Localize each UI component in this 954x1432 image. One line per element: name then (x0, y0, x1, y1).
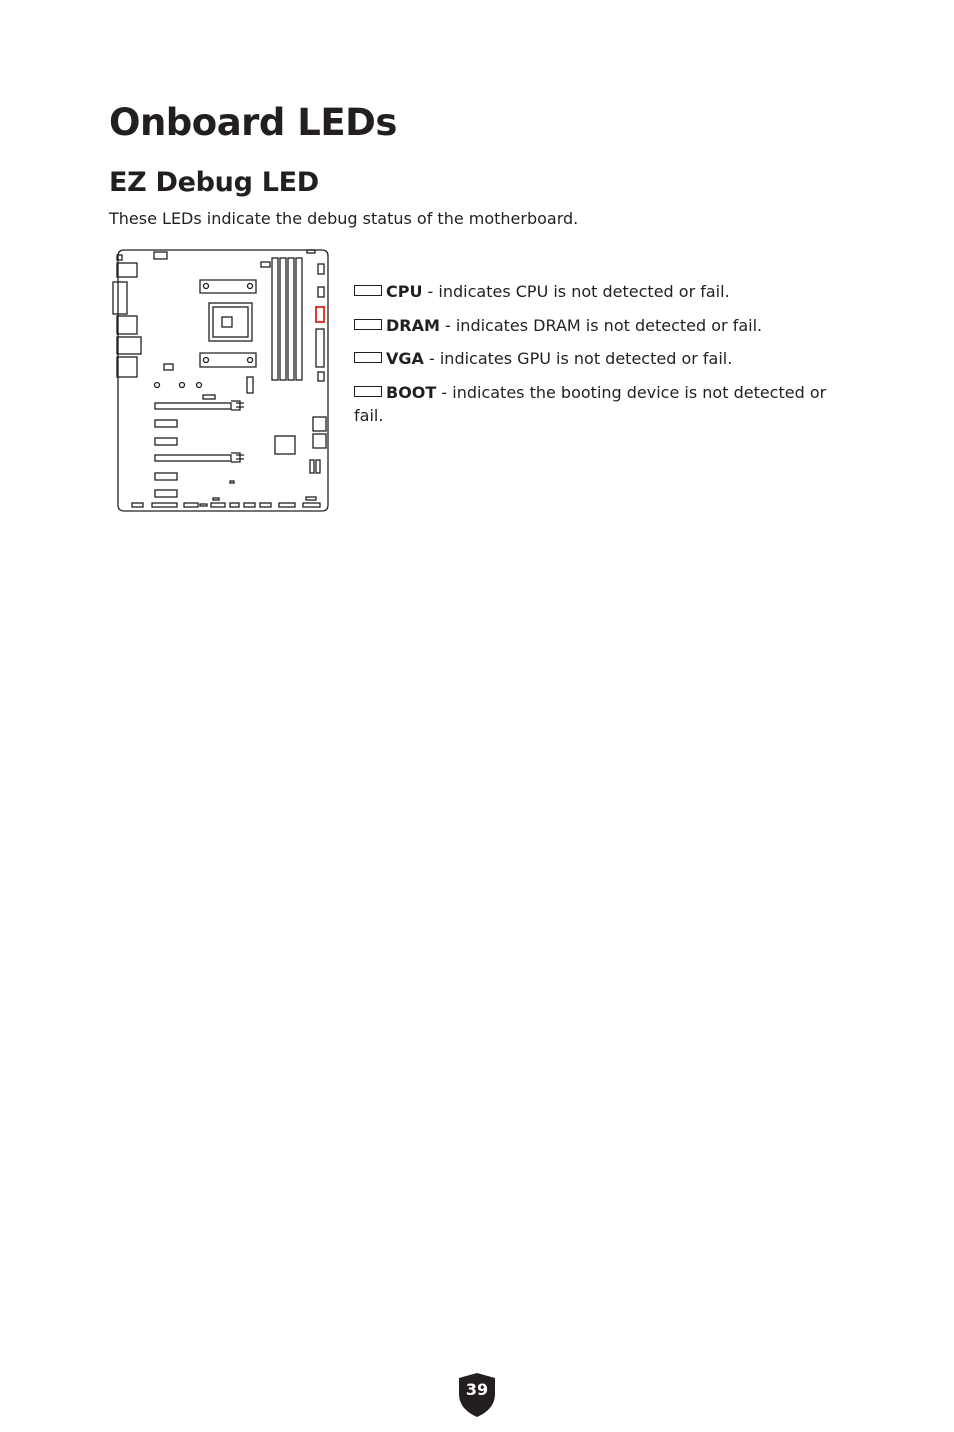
page-number-badge (458, 1372, 496, 1418)
atx-power-connector (316, 329, 324, 367)
led-indicator-icon (354, 352, 382, 363)
dimm-slot-3 (288, 258, 294, 380)
dimm-slot-1 (272, 258, 278, 380)
chipset (275, 436, 295, 454)
intro-text: These LEDs indicate the debug status of the motherboard. (109, 209, 579, 228)
pcie-slot-1 (155, 403, 231, 409)
led-item-boot (354, 381, 834, 427)
led-indicator-icon (354, 386, 382, 397)
page-title: Onboard LEDs (109, 101, 397, 144)
cpu-socket (209, 303, 252, 341)
led-item-dram (354, 314, 834, 337)
led-name: BOOT (386, 382, 437, 402)
dimm-slot-4 (296, 258, 302, 380)
led-indicator-icon (354, 319, 382, 330)
led-description: - indicates GPU is not detected or fail. (423, 349, 733, 368)
led-list (354, 280, 834, 437)
ez-debug-led-highlight (316, 307, 324, 322)
rear-io-5 (117, 357, 137, 377)
led-item-cpu (354, 280, 834, 303)
led-name: VGA (386, 349, 424, 368)
motherboard-diagram (110, 246, 336, 514)
pcie-slot-2 (155, 455, 231, 461)
led-name: DRAM (386, 315, 440, 335)
led-description: - indicates DRAM is not detected or fail. (439, 315, 763, 335)
section-title: EZ Debug LED (109, 167, 319, 198)
led-item-vga (354, 347, 834, 370)
led-description: - indicates CPU is not detected or fail. (422, 282, 730, 301)
rear-io-1 (117, 263, 137, 277)
led-description: - indicates the booting device is not detected or fail. (354, 382, 827, 425)
dimm-slot-2 (280, 258, 286, 380)
rear-io-2 (113, 282, 127, 314)
page-number: 39 (465, 1380, 489, 1399)
led-indicator-icon (354, 285, 382, 296)
led-name: CPU (386, 282, 423, 301)
rear-io-3 (117, 316, 137, 334)
rear-io-4 (117, 337, 141, 354)
